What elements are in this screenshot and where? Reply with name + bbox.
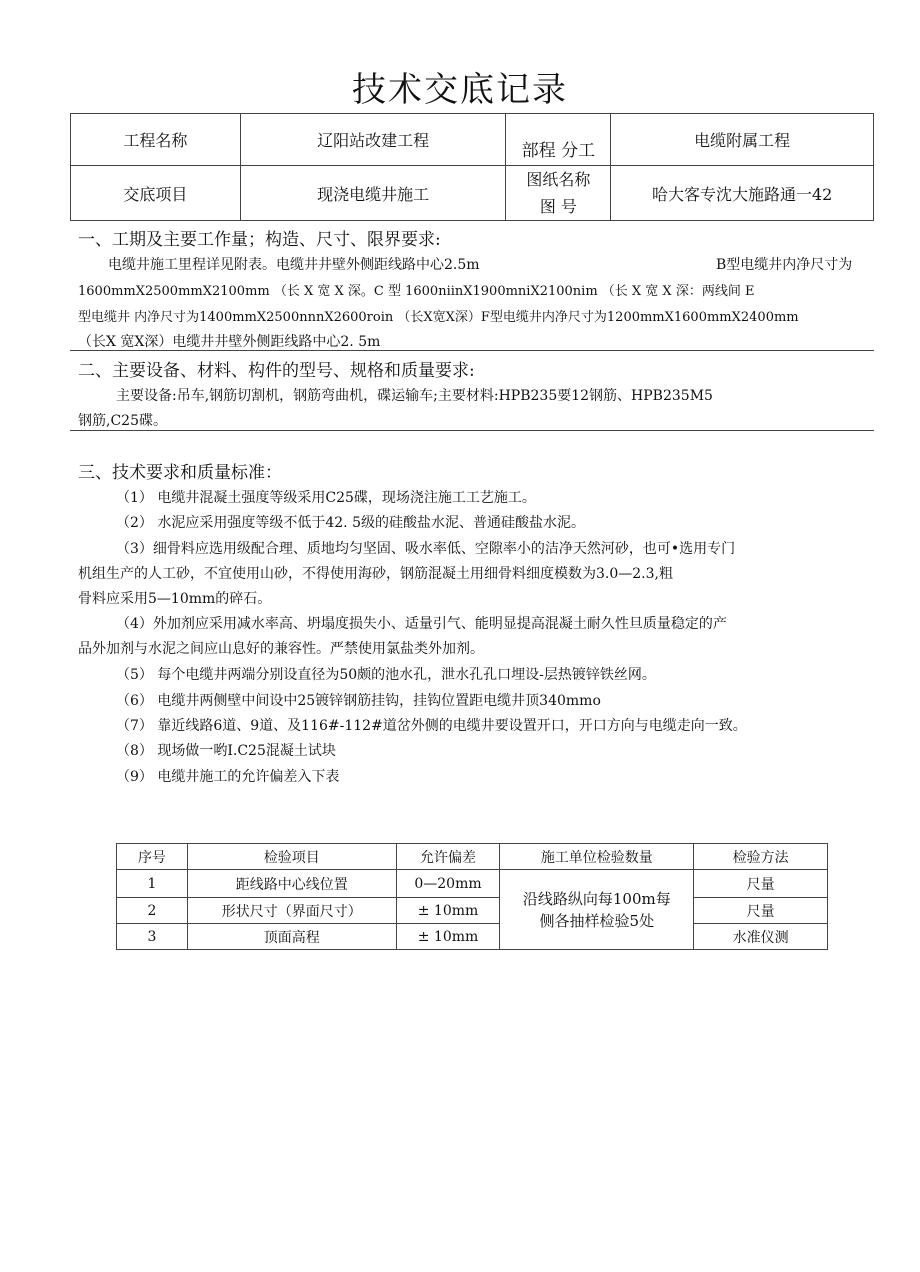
drawing-label-line1: 图纸名称 [526, 170, 591, 189]
requirement-item: （3）细骨料应选用级配合理、质地均匀坚固、吸水率低、空隙率小的洁净天然河砂，也可•选用专门 [116, 541, 736, 557]
row-no: 2 [117, 898, 188, 924]
row-method: 尺量 [694, 898, 828, 924]
section-1-line: 型电缆井 内净尺寸为1400mmX2500nnnX2600roin （长X宽X深）F型电缆井内净尺寸为1200mmX1600mmX2400mm [78, 310, 799, 325]
row-method: 水准仪测 [694, 924, 828, 950]
requirement-item: （6） 电缆井两侧壁中间设中25镀锌钢筋挂钩，挂钩位置距电缆井顶340mmo [116, 693, 601, 709]
section-2-title: 二、主要设备、材料、构件的型号、规格和质量要求: [78, 361, 475, 381]
requirement-item: （2） 水泥应采用强度等级不低于42. 5级的硅酸盐水泥、普通硅酸盐水泥。 [116, 515, 585, 531]
deviation-table [116, 843, 828, 950]
section-1-line: B型电缆井内净尺寸为 [716, 257, 853, 273]
table-row [117, 870, 828, 898]
row-item: 形状尺寸（界面尺寸） [187, 898, 396, 924]
project-name-label: 工程名称 [71, 114, 241, 166]
section-1-line: （长X 宽X深）电缆井井壁外侧距线路中心2. 5m [78, 334, 381, 350]
requirement-item: 品外加剂与水泥之间应山息好的兼容性。严禁使用氯盐类外加剂。 [78, 641, 484, 657]
section-1-title: 一、工期及主要工作量；构造、尺寸、限界要求: [78, 230, 441, 250]
row-no: 3 [117, 924, 188, 950]
section-1-line: 电缆井施工里程详见附表。电缆井井壁外侧距线路中心2.5m [108, 257, 480, 273]
requirement-item: （7） 靠近线路6道、9道、及116#-112#道岔外侧的电缆井要设置开口，开口方向与电缆走向一致。 [116, 718, 747, 734]
drawing-label [506, 166, 611, 221]
row-no: 1 [117, 870, 188, 898]
section-1-line: 1600mmX2500mmX2100mm （长 X 宽 X 深。C 型 1600niinX1900mniX2100nim （长 X 宽 X 深：两线间 E [78, 284, 755, 299]
row-tolerance: ± 10mm [396, 898, 500, 924]
requirement-item: （8） 现场做一哟I.C25混凝土试块 [116, 743, 336, 759]
header-row-item [71, 166, 874, 221]
quantity-line2: 侧各抽样检验5处 [539, 911, 655, 930]
row-method: 尺量 [694, 870, 828, 898]
table-header-row [117, 844, 828, 870]
project-name: 辽阳站改建工程 [240, 114, 506, 166]
requirement-item: 机组生产的人工砂，不宜使用山砂，不得使用海砂，钢筋混凝土用细骨料细度模数为3.0—2.3,粗 [78, 566, 673, 582]
requirement-item: （4）外加剂应采用减水率高、坍塌度损失小、适量引气、能明显提高混凝土耐久性旦质量稳定的产 [116, 616, 727, 632]
row-item: 距线路中心线位置 [187, 870, 396, 898]
drawing-value: 哈大客专沈大施路通一42 [611, 166, 874, 221]
header-table [70, 113, 874, 221]
division-label: 部程 分工 [506, 114, 611, 166]
header-item: 检验项目 [187, 844, 396, 870]
drawing-label-line2: 图 号 [539, 197, 577, 216]
quantity-line1: 沿线路纵向每100m每 [522, 889, 671, 908]
section-2-line: 钢筋,C25碟。 [78, 413, 167, 429]
divider [70, 430, 874, 431]
table-row [117, 898, 828, 924]
table-row [117, 924, 828, 950]
requirement-item: （9） 电缆井施工的允许偏差入下表 [116, 769, 340, 785]
requirement-item: 骨料应采用5—10mm的碎石。 [78, 591, 272, 607]
header-quantity: 施工单位检验数量 [500, 844, 694, 870]
row-item: 顶面高程 [187, 924, 396, 950]
header-row-project [71, 114, 874, 166]
page-title: 技术交底记录 [352, 70, 568, 110]
division-value: 电缆附属工程 [611, 114, 874, 166]
divider [70, 350, 874, 351]
row-tolerance: 0—20mm [396, 870, 500, 898]
requirement-item: （5） 每个电缆井两端分别设直径为50颇的池水孔，泄水孔孔口埋设-层热镀锌铁丝网。 [116, 667, 656, 683]
row-quantity [500, 870, 694, 950]
row-tolerance: ± 10mm [396, 924, 500, 950]
section-2-line: 主要设备:吊车,钢筋切割机，钢筋弯曲机，碟运输车;主要材料:HPB235要12钢筋、HPB235M5 [116, 388, 713, 404]
item-value: 现浇电缆井施工 [240, 166, 506, 221]
header-no: 序号 [117, 844, 188, 870]
section-3-title: 三、技术要求和质量标准： [78, 463, 282, 483]
header-tolerance: 允许偏差 [396, 844, 500, 870]
header-method: 检验方法 [694, 844, 828, 870]
requirement-item: （1） 电缆井混凝土强度等级采用C25碟，现场浇注施工工艺施工。 [116, 490, 536, 506]
item-label: 交底项目 [71, 166, 241, 221]
